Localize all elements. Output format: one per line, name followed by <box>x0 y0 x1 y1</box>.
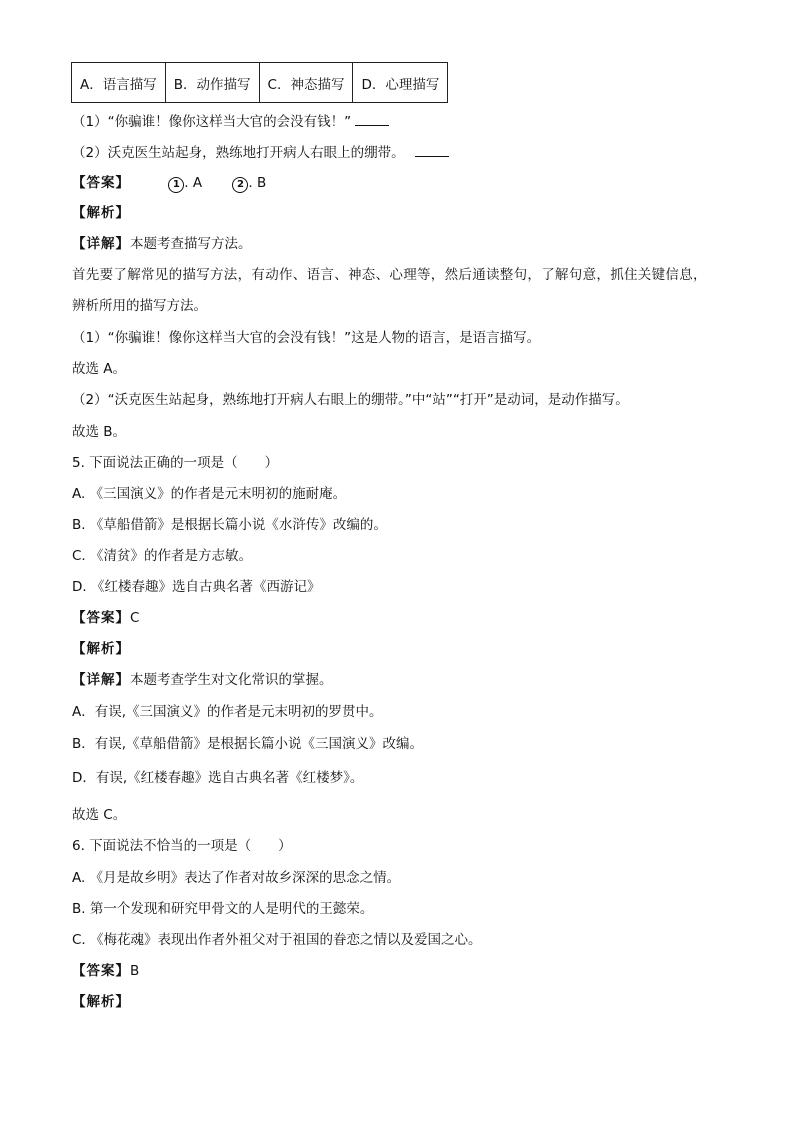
q4-para1-line1: 首先要了解常见的描写方法，有动作、语言、神态、心理等，然后通读整句，了解句意，抓住关键信息， <box>72 267 707 283</box>
q6-option-a: A. 《月是故乡明》表达了作者对故乡深深的思念之情。 <box>72 870 401 886</box>
q5-option-c: C. 《清贫》的作者是方志敏。 <box>72 548 253 564</box>
answer-value: B <box>130 963 140 979</box>
q5-option-d: D. 《红楼春趣》选自古典名著《西游记》 <box>72 579 321 595</box>
q4-sub1-text: （1）“你骗谁！像你这样当大官的会没有钱！” <box>72 114 352 130</box>
circled-number-2: 2 <box>232 177 248 193</box>
q5-analysis-label: 【解析】 <box>72 641 130 657</box>
q5-option-b: B. 《草船借箭》是根据长篇小说《水浒传》改编的。 <box>72 517 387 533</box>
detail-label: 【详解】 <box>72 672 130 688</box>
answer-label: 【答案】 <box>72 175 130 191</box>
answer-value: C <box>130 610 140 626</box>
answer-label: 【答案】 <box>72 963 130 979</box>
q4-exp1: （1）“你骗谁！像你这样当大官的会没有钱！”这是人物的语言，是语言描写。 <box>72 330 541 346</box>
q5-answer <box>72 608 139 628</box>
q6-answer <box>72 961 139 981</box>
q4-sub2 <box>72 142 449 163</box>
q4-detail <box>72 234 252 254</box>
q4-answer <box>72 173 266 193</box>
q4-para1-line2: 辨析所用的描写方法。 <box>72 298 207 314</box>
q5-choose: 故选 C。 <box>72 807 127 823</box>
q4-choose1: 故选 A。 <box>72 361 127 377</box>
q5-option-a: A. 《三国演义》的作者是元末明初的施耐庵。 <box>72 486 347 502</box>
q4-analysis-label: 【解析】 <box>72 205 130 221</box>
detail-text: 本题考查学生对文化常识的掌握。 <box>130 672 333 688</box>
answer-2-value: . B <box>248 175 267 191</box>
q5-exp-b: B．有误,《草船借箭》是根据长篇小说《三国演义》改编。 <box>72 736 424 752</box>
q4-exp2: （2）“沃克医生站起身，熟练地打开病人右眼上的绷带。”中“站”“打开”是动词，是动作描写。 <box>72 392 629 408</box>
q5-exp-a: A．有误,《三国演义》的作者是元末明初的罗贯中。 <box>72 704 383 720</box>
option-c-cell: C．神态描写 <box>259 63 353 103</box>
detail-text: 本题考查描写方法。 <box>130 236 252 252</box>
answer-1-value: . A <box>184 175 203 191</box>
q6-analysis-label: 【解析】 <box>72 994 130 1010</box>
q4-choose2: 故选 B。 <box>72 424 127 440</box>
answer-blank <box>355 111 389 126</box>
q5-exp-d: D．有误,《红楼春趣》选自古典名著《红楼梦》。 <box>72 770 364 786</box>
q4-sub1 <box>72 111 389 132</box>
q6-option-c: C. 《梅花魂》表现出作者外祖父对于祖国的眷恋之情以及爱国之心。 <box>72 932 482 948</box>
circled-number-1: 1 <box>168 177 184 193</box>
answer-label: 【答案】 <box>72 610 130 626</box>
detail-label: 【详解】 <box>72 236 130 252</box>
option-d-cell: D．心理描写 <box>353 63 448 103</box>
answer-blank <box>415 142 449 157</box>
option-a-cell: A．语言描写 <box>72 63 166 103</box>
q4-sub2-text: （2）沃克医生站起身，熟练地打开病人右眼上的绷带。 <box>72 145 405 161</box>
q6-stem: 6. 下面说法不恰当的一项是（ ） <box>72 838 292 854</box>
q5-detail <box>72 670 333 690</box>
q5-stem: 5. 下面说法正确的一项是（ ） <box>72 455 279 471</box>
q6-option-b: B. 第一个发现和研究甲骨文的人是明代的王懿荣。 <box>72 901 374 917</box>
option-b-cell: B．动作描写 <box>165 63 259 103</box>
options-table <box>71 62 448 103</box>
